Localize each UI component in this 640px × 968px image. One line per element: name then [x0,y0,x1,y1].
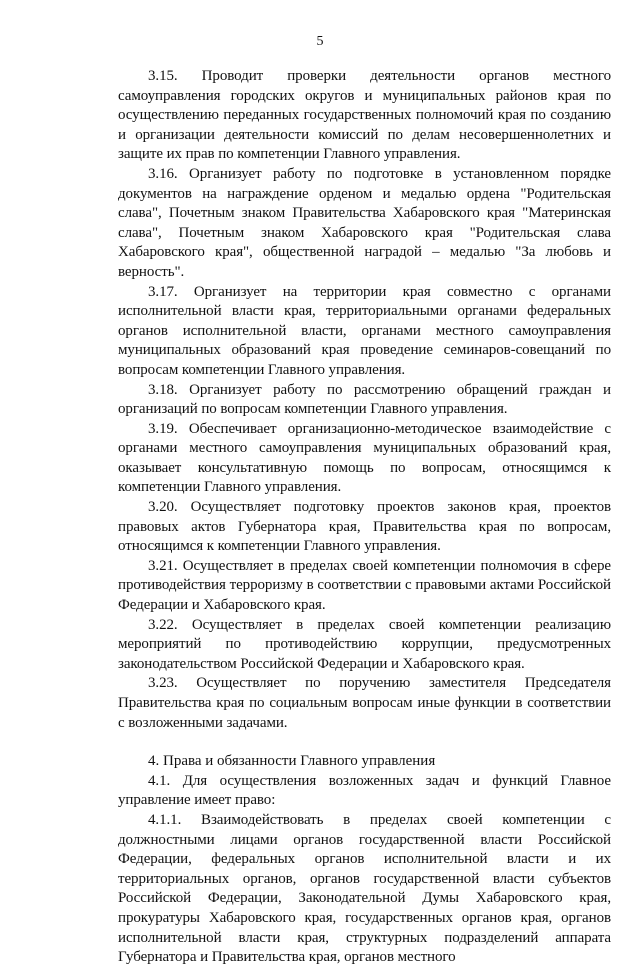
document-body [118,67,611,968]
paragraph-3-22: 3.22. Осуществляет в пределах своей компетенции реализацию мероприятий по противодействию коррупции, предусмотренных законодательством Российской Федерации и Хабаровского края. [118,616,611,672]
paragraph-3-16: 3.16. Организует работу по подготовке в установленном порядке документов на награждение орденом и медалью ордена "Родительская слава", Почетным знаком Правительства Хабаровского края "Материнская слава", Почетным знаком Хабаровского края "Родительская слава Хабаровского края", общественной наградой – медалью "За любовь и верность". [118,165,611,280]
section-heading: 4. Права и обязанности Главного управления [148,753,436,770]
paragraph-3-18: 3.18. Организует работу по рассмотрению обращений граждан и организаций по вопросам компетенции Главного управления. [118,381,611,418]
paragraph-4-1: 4.1. Для осуществления возложенных задач и функций Главное управление имеет право: [118,772,611,809]
page-number: 5 [316,34,324,49]
paragraph-3-15: 3.15. Проводит проверки деятельности органов местного самоуправления городских округов и муниципальных районов края по осуществлению переданных государственных полномочий края по созданию и организации деятельности комиссий по делам несовершеннолетних и защите их прав по компетенции Главного управления. [118,68,611,163]
paragraph-3-23: 3.23. Осуществляет по поручению заместителя Председателя Правительства края по социальным вопросам иные функции в соответствии с возложенными задачами. [118,675,611,731]
paragraph-3-20: 3.20. Осуществляет подготовку проектов законов края, проектов правовых актов Губернатора края, Правительства края по вопросам, относящимся к компетенции Главного управления. [118,499,611,555]
paragraph-3-21: 3.21. Осуществляет в пределах своей компетенции полномочия в сфере противодействия терроризму в соответствии с правовыми актами Российской Федерации и Хабаровского края. [118,557,611,614]
paragraph-4-1-1: 4.1.1. Взаимодействовать в пределах своей компетенции с должностными лицами органов государственной власти Российской Федерации, федеральных органов исполнительной власти и их территориальных органов, органов государственной власти субъектов Российской Федерации, Законодательной Думы Хабаровского края, прокуратуры Хабаровского края, государственных органов края, органов исполнительной власти края, структурных подразделений аппарата Губернатора и Правительства края, органов местного [118,811,611,966]
paragraph-3-19: 3.19. Обеспечивает организационно-методическое взаимодействие с органами местного самоуправления муниципальных образований края, оказывает консультативную помощь по вопросам, относящимся к компетенции Главного управления. [118,420,611,496]
paragraph-3-17: 3.17. Организует на территории края совместно с органами исполнительной власти края, территориальными органами федеральных органов исполнительной власти, органами местного самоуправления муниципальных образований края проведение семинаров-совещаний по вопросам компетенции Главного управления. [118,283,611,378]
